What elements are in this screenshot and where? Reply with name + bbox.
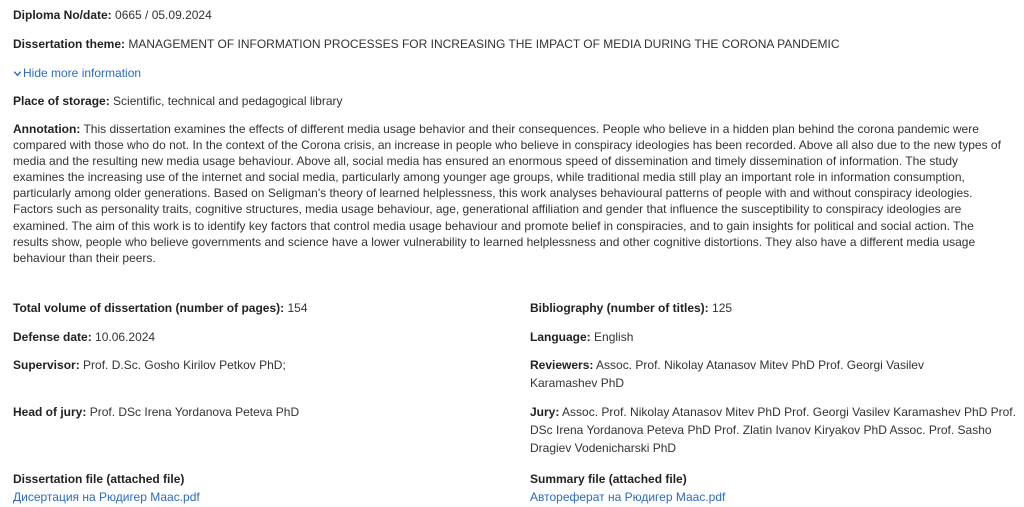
jury-label: Jury: xyxy=(530,405,560,419)
annotation-block xyxy=(13,121,1008,266)
head-jury-value: Prof. DSc Irena Yordanova Peteva PhD xyxy=(89,405,300,419)
reviewers-row xyxy=(530,356,980,392)
dissertation-file-link[interactable]: Дисертация на Рюдигер Маас.pdf xyxy=(13,490,200,504)
bibliography-value: 125 xyxy=(712,301,733,315)
pages-value: 154 xyxy=(287,301,308,315)
language-value: English xyxy=(594,330,634,344)
defense-label: Defense date: xyxy=(13,330,92,344)
supervisor-row xyxy=(13,356,503,374)
reviewers-value: Assoc. Prof. Nikolay Atanasov Mitev PhD Prof. Georgi Vasilev Karamashev PhD xyxy=(530,358,924,390)
theme-label: Dissertation theme: xyxy=(13,37,126,51)
defense-row xyxy=(13,328,503,346)
jury-row xyxy=(530,403,1018,457)
summary-file-label: Summary file (attached file) xyxy=(530,472,687,486)
language-label: Language: xyxy=(530,330,591,344)
annotation-text: This dissertation examines the effects of different media usage behavior and their consequences. People who believe in a hidden plan behind the corona pandemic were compared with those who do not. In the context of the Corona crisis, an increase in people who believe in conspiracy ideologies has been recorded. Above all also due to the new types of media and the resulting new media usage behaviour. Above all, social media has ensured an enormous speed of dissemination and timely dissemination of information. The study examines the increasing use of the internet and social media, particularly among younger age groups, while traditional media still play an important role in information consumption, particularly among older generations. Based on Seligman's theory of learned helplessness, this work analyses behavioural patterns of people with and without conspiracy ideologies. Factors such as personality traits, cognitive structures, media usage behaviour, age, generational affiliation and gender that influence the susceptibility to conspiracy ideologies are examined. The aim of this work is to identify key factors that control media usage behaviour and promote belief in conspiracies, and to gain insights for political and social action. The results show, people who believe governments and science have a lower vulnerability to learned helplessness and other cognitive distortions. They also have a different media usage behaviour than their peers. xyxy=(13,122,1001,265)
storage-value: Scientific, technical and pedagogical library xyxy=(113,94,343,108)
summary-file-link[interactable]: Автореферат на Рюдигер Маас.pdf xyxy=(530,490,726,504)
storage-label: Place of storage: xyxy=(13,94,110,108)
pages-label: Total volume of dissertation (number of pages): xyxy=(13,301,285,315)
reviewers-label: Reviewers: xyxy=(530,358,594,372)
dissertation-file-label: Dissertation file (attached file) xyxy=(13,472,185,486)
pages-row xyxy=(13,299,503,317)
storage-row xyxy=(13,92,343,110)
bibliography-row xyxy=(530,299,1018,317)
theme-value: MANAGEMENT OF INFORMATION PROCESSES FOR INCREASING THE IMPACT OF MEDIA DURING THE CORONA PANDEMIC xyxy=(128,37,840,51)
diploma-label: Diploma No/date: xyxy=(13,8,112,22)
language-row xyxy=(530,328,1018,346)
theme-row xyxy=(13,35,840,53)
head-jury-row xyxy=(13,403,503,421)
supervisor-label: Supervisor: xyxy=(13,358,80,372)
bibliography-label: Bibliography (number of titles): xyxy=(530,301,709,315)
hide-more-info-toggle[interactable] xyxy=(13,64,141,82)
supervisor-value: Prof. D.Sc. Gosho Kirilov Petkov PhD; xyxy=(83,358,286,372)
head-jury-label: Head of jury: xyxy=(13,405,87,419)
chevron-down-icon xyxy=(13,69,22,78)
annotation-label: Annotation: xyxy=(13,122,81,136)
jury-value: Assoc. Prof. Nikolay Atanasov Mitev PhD Prof. Georgi Vasilev Karamashev PhD Prof. DSc Irena Yordanova Peteva PhD Prof. Zlatin Ivanov Kiryakov PhD Assoc. Prof. Sasho Dragiev Vodenicharski PhD xyxy=(530,405,1016,455)
defense-value: 10.06.2024 xyxy=(95,330,156,344)
dissertation-file-block xyxy=(13,470,503,506)
diploma-value: 0665 / 05.09.2024 xyxy=(115,8,212,22)
summary-file-block xyxy=(530,470,1018,506)
diploma-row xyxy=(13,6,212,24)
hide-more-info-label: Hide more information xyxy=(23,66,142,80)
